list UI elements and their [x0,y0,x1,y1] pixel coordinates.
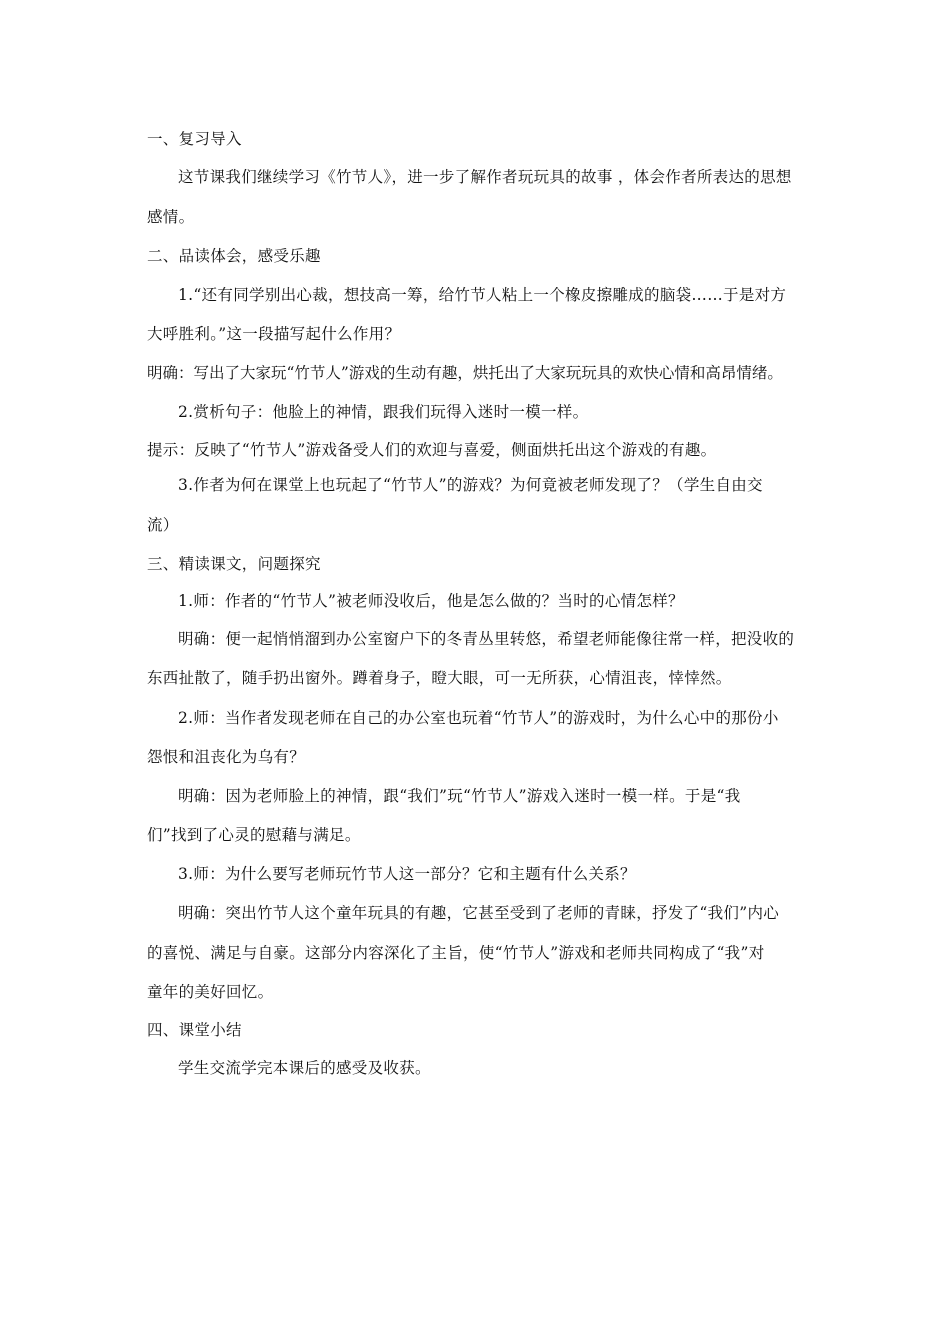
paragraph-line: 怨恨和沮丧化为乌有？ [147,748,306,766]
paragraph-line: 童年的美好回忆。 [147,983,274,1001]
paragraph-line: 明确：突出竹节人这个童年玩具的有趣，它甚至受到了老师的青睐，抒发了“我们”内心 [178,904,780,922]
paragraph-line: 明确：写出了大家玩“竹节人”游戏的生动有趣，烘托出了大家玩玩具的欢快心情和高昂情绪。 [147,364,783,382]
paragraph-line: 提示：反映了“竹节人”游戏备受人们的欢迎与喜爱，侧面烘托出这个游戏的有趣。 [147,441,717,459]
paragraph-line: 这节课我们继续学习《竹节人》，进一步了解作者玩玩具的故事 ，体会作者所表达的思想 [178,168,792,186]
paragraph-line: 明确：便一起悄悄溜到办公室窗户下的冬青丛里转悠，希望老师能像往常一样，把没收的 [178,630,795,648]
paragraph-line: 3.师：为什么要写老师玩竹节人这一部分？它和主题有什么关系？ [178,865,636,883]
paragraph-line: 2.赏析句子：他脸上的神情，跟我们玩得入迷时一模一样。 [178,403,589,421]
paragraph-line: 流） [147,516,179,534]
paragraph-line: 1.师：作者的“竹节人”被老师没收后，他是怎么做的？当时的心情怎样？ [178,592,684,610]
paragraph-line: 的喜悦、满足与自豪。这部分内容深化了主旨，使“竹节人”游戏和老师共同构成了“我”对 [147,944,765,962]
paragraph-line: 东西扯散了，随手扔出窗外。蹲着身子，瞪大眼，可一无所获，心情沮丧，悻悻然。 [147,669,732,687]
section-heading: 一、复习导入 [147,130,242,148]
paragraph-line: 1.“还有同学别出心裁，想技高一筹，给竹节人粘上一个橡皮擦雕成的脑袋……于是对方 [178,286,787,304]
paragraph-line: 感情。 [147,208,195,226]
paragraph-line: 明确：因为老师脸上的神情，跟“我们”玩“竹节人”游戏入迷时一模一样。于是“我 [178,787,741,805]
paragraph-line: 们”找到了心灵的慰藉与满足。 [147,826,361,844]
paragraph-line: 学生交流学完本课后的感受及收获。 [178,1059,431,1077]
section-heading: 四、课堂小结 [147,1021,242,1039]
paragraph-line: 3.作者为何在课堂上也玩起了“竹节人”的游戏？为何竟被老师发现了？（学生自由交 [178,476,763,494]
section-heading: 二、品读体会，感受乐趣 [147,247,321,265]
section-heading: 三、精读课文，问题探究 [147,555,321,573]
paragraph-line: 大呼胜利。”这一段描写起什么作用？ [147,325,401,343]
paragraph-line: 2.师：当作者发现老师在自己的办公室也玩着“竹节人”的游戏时，为什么心中的那份小 [178,709,779,727]
